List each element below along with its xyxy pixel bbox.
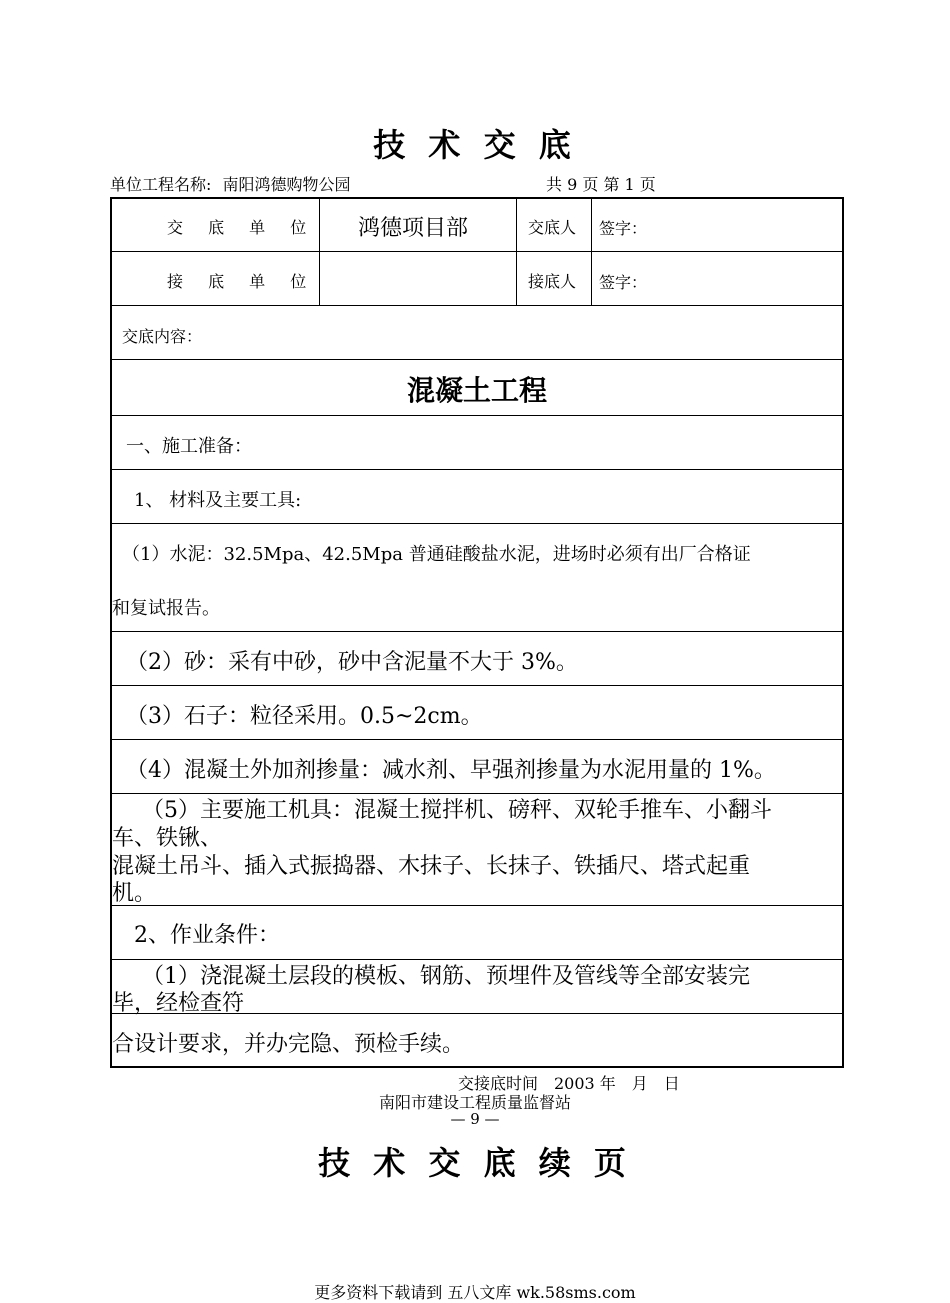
sand-item: （2）砂：采有中砂，砂中含泥量不大于 3%。 <box>126 650 578 675</box>
table-rule <box>112 685 842 686</box>
stone-item: （3）石子：粒径采用。0.5~2cm。 <box>126 704 483 729</box>
section-heading: 混凝土工程 <box>406 374 547 407</box>
table-rule <box>112 739 842 740</box>
table-rule <box>112 415 842 416</box>
footer-ad: 更多资料下载请到 五八文库 wk.58sms.com <box>314 1283 636 1302</box>
table-rule <box>112 631 842 632</box>
project-name-label: 单位工程名称: <box>110 175 212 194</box>
machinery-line-3: 混凝土吊斗、插入式振捣器、木抹子、长抹子、铁插尺、塔式起重 <box>112 854 751 879</box>
issuer-unit-label: 交 底 单 位 <box>167 218 317 237</box>
machinery-line-1: （5）主要施工机具：混凝土搅拌机、磅秤、双轮手推车、小翻斗 <box>142 798 772 823</box>
work-conditions-heading: 2、作业条件： <box>134 923 280 948</box>
content-label: 交底内容： <box>122 327 203 346</box>
machinery-line-4: 机。 <box>112 881 157 906</box>
table-rule <box>112 305 842 306</box>
machinery-line-2: 车、铁锹、 <box>112 826 223 851</box>
disclosure-table <box>110 197 844 1068</box>
receiver-unit-label: 接 底 单 位 <box>167 272 317 291</box>
section-prep-heading: 一、施工准备： <box>126 436 252 457</box>
document-title: 技 术 交 底 <box>373 126 577 164</box>
receiver-person-label: 接底人 <box>528 272 577 291</box>
project-name-row <box>110 172 351 195</box>
project-name-value: 南阳鸿德购物公园 <box>222 175 351 194</box>
admixture-item: （4）混凝土外加剂掺量：减水剂、早强剂掺量为水泥用量的 1%。 <box>126 758 776 783</box>
issuer-person-label: 交底人 <box>528 218 577 237</box>
materials-heading: 1、 材料及主要工具: <box>134 490 302 511</box>
cement-line-2: 和复试报告。 <box>112 598 220 619</box>
condition-line-3: 合设计要求，并办完隐、预检手续。 <box>112 1032 465 1057</box>
table-rule <box>112 359 842 360</box>
page-info: 共 9 页 第 1 页 <box>546 175 656 194</box>
table-rule <box>319 199 320 305</box>
issuer-signature-label: 签字： <box>599 219 648 238</box>
page-number: — 9 — <box>450 1110 500 1128</box>
condition-line-2: 毕，经检查符 <box>112 991 245 1016</box>
supervision-station: 南阳市建设工程质量监督站 <box>378 1093 571 1112</box>
table-rule <box>112 251 842 252</box>
receiver-signature-label: 签字： <box>599 273 648 292</box>
table-rule <box>112 469 842 470</box>
continuation-title: 技 术 交 底 续 页 <box>318 1144 632 1182</box>
table-rule <box>516 199 517 305</box>
table-rule <box>112 523 842 524</box>
cement-line-1: （1）水泥：32.5Mpa、42.5Mpa 普通硅酸盐水泥，进场时必须有出厂合格证 <box>122 544 751 565</box>
condition-line-1: （1）浇混凝土层段的模板、钢筋、预埋件及管线等全部安装完 <box>142 964 750 989</box>
issuer-unit-value: 鸿德项目部 <box>358 216 469 241</box>
handover-time: 交接底时间 2003 年 月 日 <box>458 1074 680 1093</box>
table-rule <box>591 199 592 305</box>
